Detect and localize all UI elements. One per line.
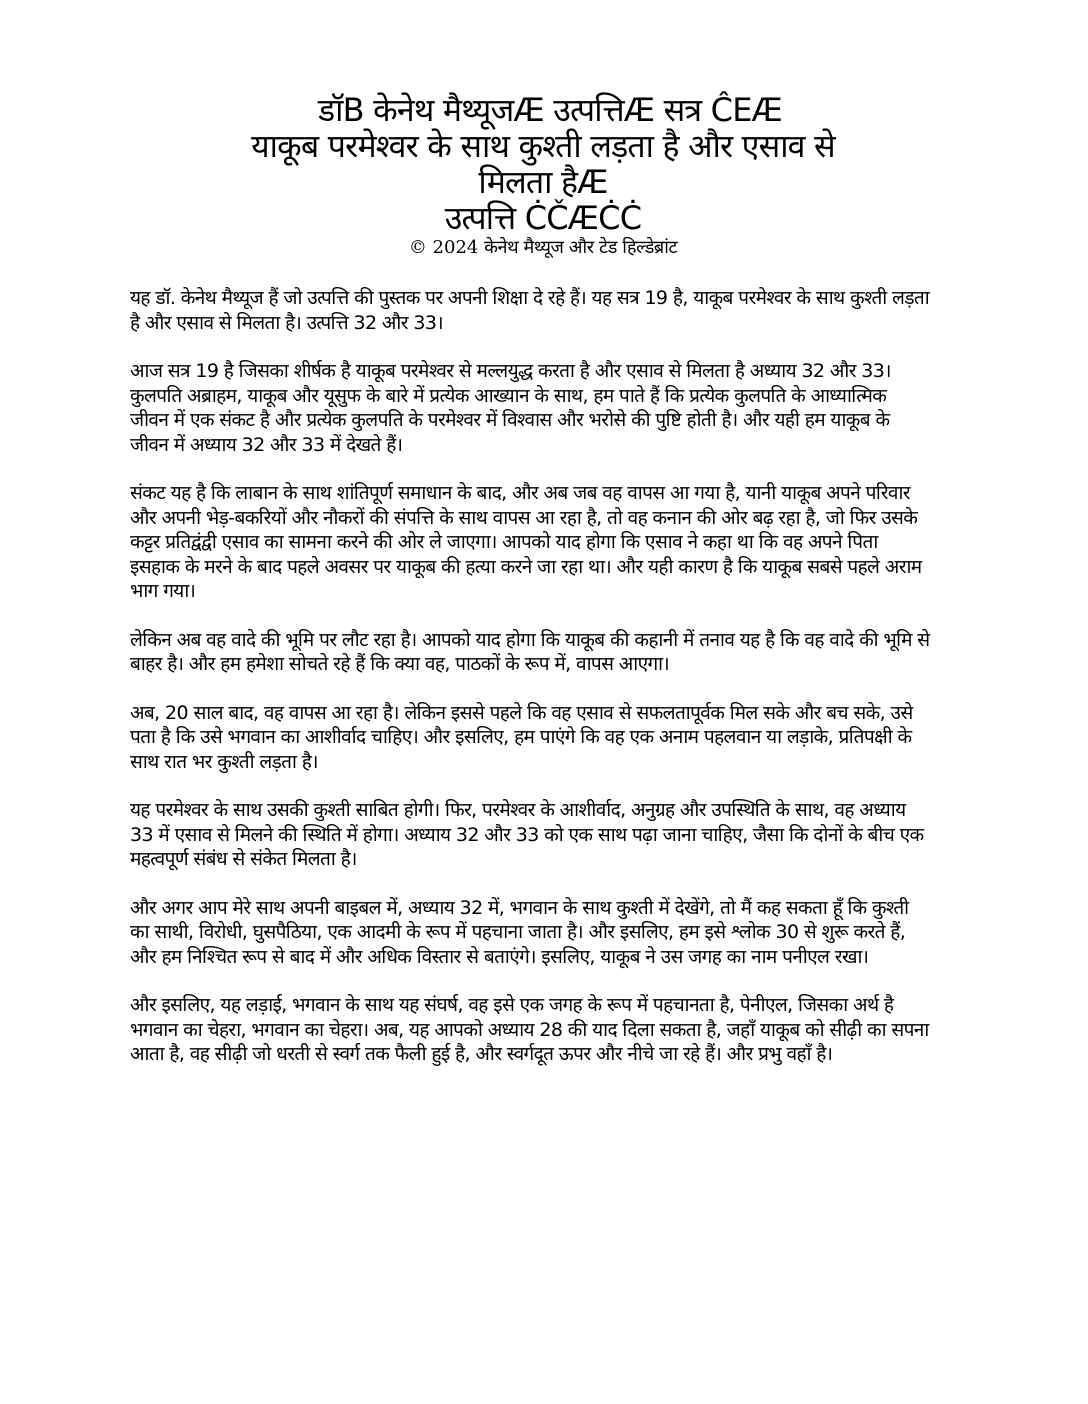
copyright-names: केनेथ मैथ्यूज और टेड हिल्डेब्रांट bbox=[484, 237, 678, 258]
paragraph-4: लेकिन अब वह वादे की भूमि पर लौट रहा है। आपको याद होगा कि याकूब की कहानी में तनाव यह है कि वह वादे की भूमि से बाहर है। और हम हमेशा सोचते रहे हैं कि क्या वह, पाठकों के रूप में, वापस आएगा। bbox=[130, 628, 930, 675]
document-header bbox=[130, 92, 956, 260]
paragraph-7: और अगर आप मेरे साथ अपनी बाइबल में, अध्याय 32 में, भगवान के साथ कुश्ती में देखेंगे, तो मैं कह सकता हूँ कि कुश्ती का साथी, विरोधी, घुसपैठिया, एक आदमी के रूप में पहचाना जाता है। और इसलिए, हम इसे श्लोक 30 से शुरू करते हैं, और हम निश्चित रूप से बाद में और अधिक विस्तार से बताएंगे। इसलिए, याकूब ने उस जगह का नाम पनीएल रखा। bbox=[130, 896, 909, 968]
title-line-2: याकूब परमेश्वर के साथ कुश्ती लड़ता है और एसाव से bbox=[251, 127, 835, 165]
copyright-line bbox=[130, 236, 956, 260]
paragraph-5: अब, 20 साल बाद, वह वापस आ रहा है। लेकिन इससे पहले कि वह एसाव से सफलतापूर्वक मिल सके और बच सके, उसे पता है कि उसे भगवान का आशीर्वाद चाहिए। और इसलिए, हम पाएंगे कि वह एक अनाम पहलवान या लड़ाके, प्रतिपक्षी के साथ रात भर कुश्ती लड़ता है। bbox=[130, 701, 913, 773]
title-line-1: डॉB केनेथ मैथ्यूजÆ उत्पत्तिÆ सत्र ĈEÆ bbox=[318, 91, 782, 129]
document-body bbox=[130, 286, 930, 1091]
paragraph-2: आज सत्र 19 है जिसका शीर्षक है याकूब परमेश्वर से मल्लयुद्ध करता है और एसाव से मिलता है अध्याय 32 और 33। कुलपति अब्राहम, याकूब और यूसुफ के बारे में प्रत्येक आख्यान के साथ, हम पाते हैं कि प्रत्येक कुलपति के आध्यात्मिक जीवन में एक संकट है और प्रत्येक कुलपति के परमेश्वर में विश्वास और भरोसे की पुष्टि होती है। और यही हम याकूब के जीवन में अध्याय 32 और 33 में देखते हैं। bbox=[130, 360, 891, 456]
title-line-4: उत्पत्ति ĊČÆĊĊ bbox=[444, 199, 642, 237]
paragraph-8: और इसलिए, यह लड़ाई, भगवान के साथ यह संघर्ष, वह इसे एक जगह के रूप में पहचानता है, पेनीएल, जिसका अर्थ है भगवान का चेहरा, भगवान का चेहरा। अब, यह आपको अध्याय 28 की याद दिला सकता है, जहाँ याकूब को सीढ़ी का सपना आता है, वह सीढ़ी जो धरती से स्वर्ग तक फैली हुई है, और स्वर्गदूत ऊपर और नीचे जा रहे हैं। और प्रभु वहाँ है। bbox=[130, 994, 929, 1065]
title-line-3: मिलता हैÆ bbox=[478, 163, 608, 201]
paragraph-6: यह परमेश्वर के साथ उसकी कुश्ती साबित होगी। फिर, परमेश्वर के आशीर्वाद, अनुग्रह और उपस्थिति के साथ, वह अध्याय 33 में एसाव से मिलने की स्थिति में होगा। अध्याय 32 और 33 को एक साथ पढ़ा जाना चाहिए, जैसा कि दोनों के बीच एक महत्वपूर्ण संबंध से संकेत मिलता है। bbox=[130, 799, 924, 870]
paragraph-3: संकट यह है कि लाबान के साथ शांतिपूर्ण समाधान के बाद, और अब जब वह वापस आ गया है, यानी याकूब अपने परिवार और अपनी भेड़-बकरियों और नौकरों की संपत्ति के साथ वापस आ रहा है, तो वह कनान की ओर बढ़ रहा है, जो फिर उसके कट्टर प्रतिद्वंद्वी एसाव का सामना करने की ओर ले जाएगा। आपको याद होगा कि एसाव ने कहा था कि वह अपने पिता इसहाक के मरने के बाद पहले अवसर पर याकूब की हत्या करने जा रहा था। और यही कारण है कि याकूब सबसे पहले अराम भाग गया। bbox=[130, 482, 922, 602]
copyright-year: © 2024 bbox=[408, 237, 479, 258]
paragraph-1: यह डॉ. केनेथ मैथ्यूज हैं जो उत्पत्ति की पुस्तक पर अपनी शिक्षा दे रहे हैं। यह सत्र 19 है, याकूब परमेश्वर के साथ कुश्ती लड़ता है और एसाव से मिलता है। उत्पत्ति 32 और 33। bbox=[130, 287, 930, 334]
